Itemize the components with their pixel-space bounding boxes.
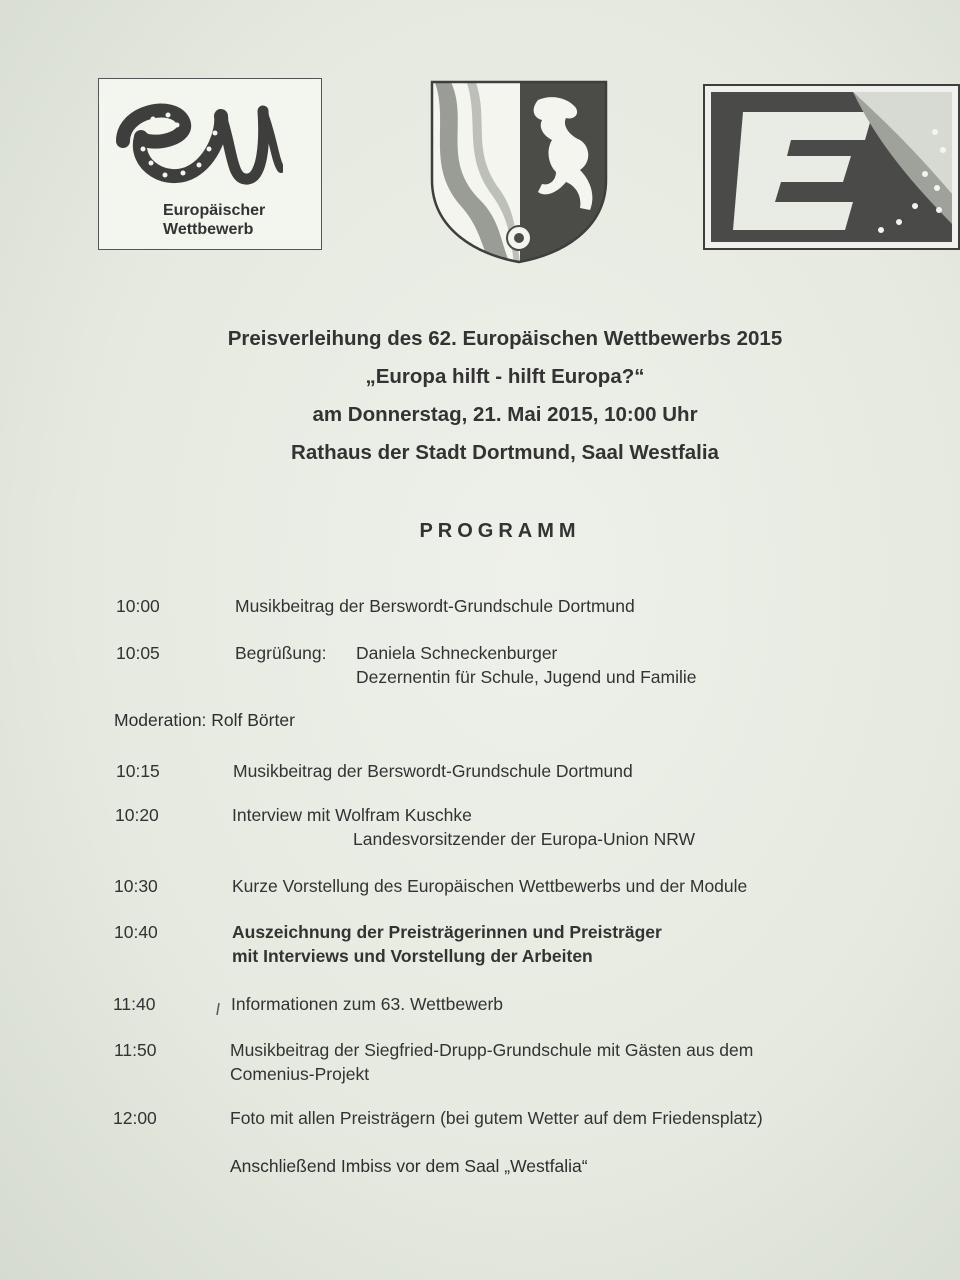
entry-label (235, 641, 326, 665)
entry-line: Daniela Schneckenburger (356, 643, 558, 663)
entry-line: Interview mit Wolfram Kuschke (232, 805, 472, 825)
entry-line: Informationen zum 63. Wettbewerb (231, 994, 504, 1014)
entry-description (233, 759, 633, 783)
entry-line: Auszeichnung der Preisträgerinnen und Preisträger (232, 922, 662, 942)
entry-description (232, 920, 662, 968)
entry-description (231, 992, 503, 1016)
entry-description (230, 1106, 763, 1130)
closing-note: Anschließend Imbiss vor dem Saal „Westfalia“ (230, 1156, 588, 1176)
entry-time: 10:00 (116, 596, 160, 616)
entry-line: Musikbeitrag der Siegfried-Drupp-Grundschule mit Gästen aus dem (230, 1040, 754, 1060)
entry-line: Dezernentin für Schule, Jugend und Familie (356, 667, 697, 687)
entry-time: 11:50 (114, 1040, 157, 1060)
pen-mark-icon (216, 1002, 220, 1016)
entry-time: 10:30 (114, 876, 158, 896)
entry-line: mit Interviews und Vorstellung der Arbeiten (232, 946, 593, 966)
entry-description (235, 594, 635, 618)
ew-logo-text-line1: Europäischer (163, 202, 266, 219)
entry-time: 11:40 (113, 994, 156, 1014)
entry-time: 10:40 (114, 922, 158, 942)
event-title: Preisverleihung des 62. Europäischen Wettbewerbs 2015 (227, 327, 783, 350)
entry-time: 10:15 (116, 761, 160, 781)
program-heading: PROGRAMM (419, 520, 581, 542)
entry-line: Landesvorsitzender der Europa-Union NRW (353, 829, 696, 849)
entry-line: Foto mit allen Preisträgern (bei gutem Wetter auf dem Friedensplatz) (230, 1108, 763, 1128)
ew-logo-text-line2: Wettbewerb (163, 221, 254, 238)
greeting-label: Begrüßung: (235, 643, 327, 663)
entry-description (232, 803, 695, 851)
entry-line: Kurze Vorstellung des Europäischen Wettbewerbs und der Module (232, 876, 748, 896)
event-motto: „Europa hilft - hilft Europa?“ (365, 365, 645, 388)
entry-time: 12:00 (113, 1108, 157, 1128)
event-location: Rathaus der Stadt Dortmund, Saal Westfalia (291, 441, 719, 464)
moderation-note: Moderation: Rolf Börter (114, 710, 295, 730)
entry-description (230, 1038, 753, 1086)
entry-description (232, 874, 747, 898)
entry-time: 10:20 (115, 805, 159, 825)
event-date: am Donnerstag, 21. Mai 2015, 10:00 Uhr (312, 403, 698, 426)
entry-line: Musikbeitrag der Berswordt-Grundschule Dortmund (233, 761, 633, 781)
entry-line: Comenius-Projekt (230, 1064, 370, 1084)
entry-time: 10:05 (116, 643, 160, 663)
entry-line: Musikbeitrag der Berswordt-Grundschule Dortmund (235, 596, 635, 616)
entry-description (356, 641, 696, 689)
